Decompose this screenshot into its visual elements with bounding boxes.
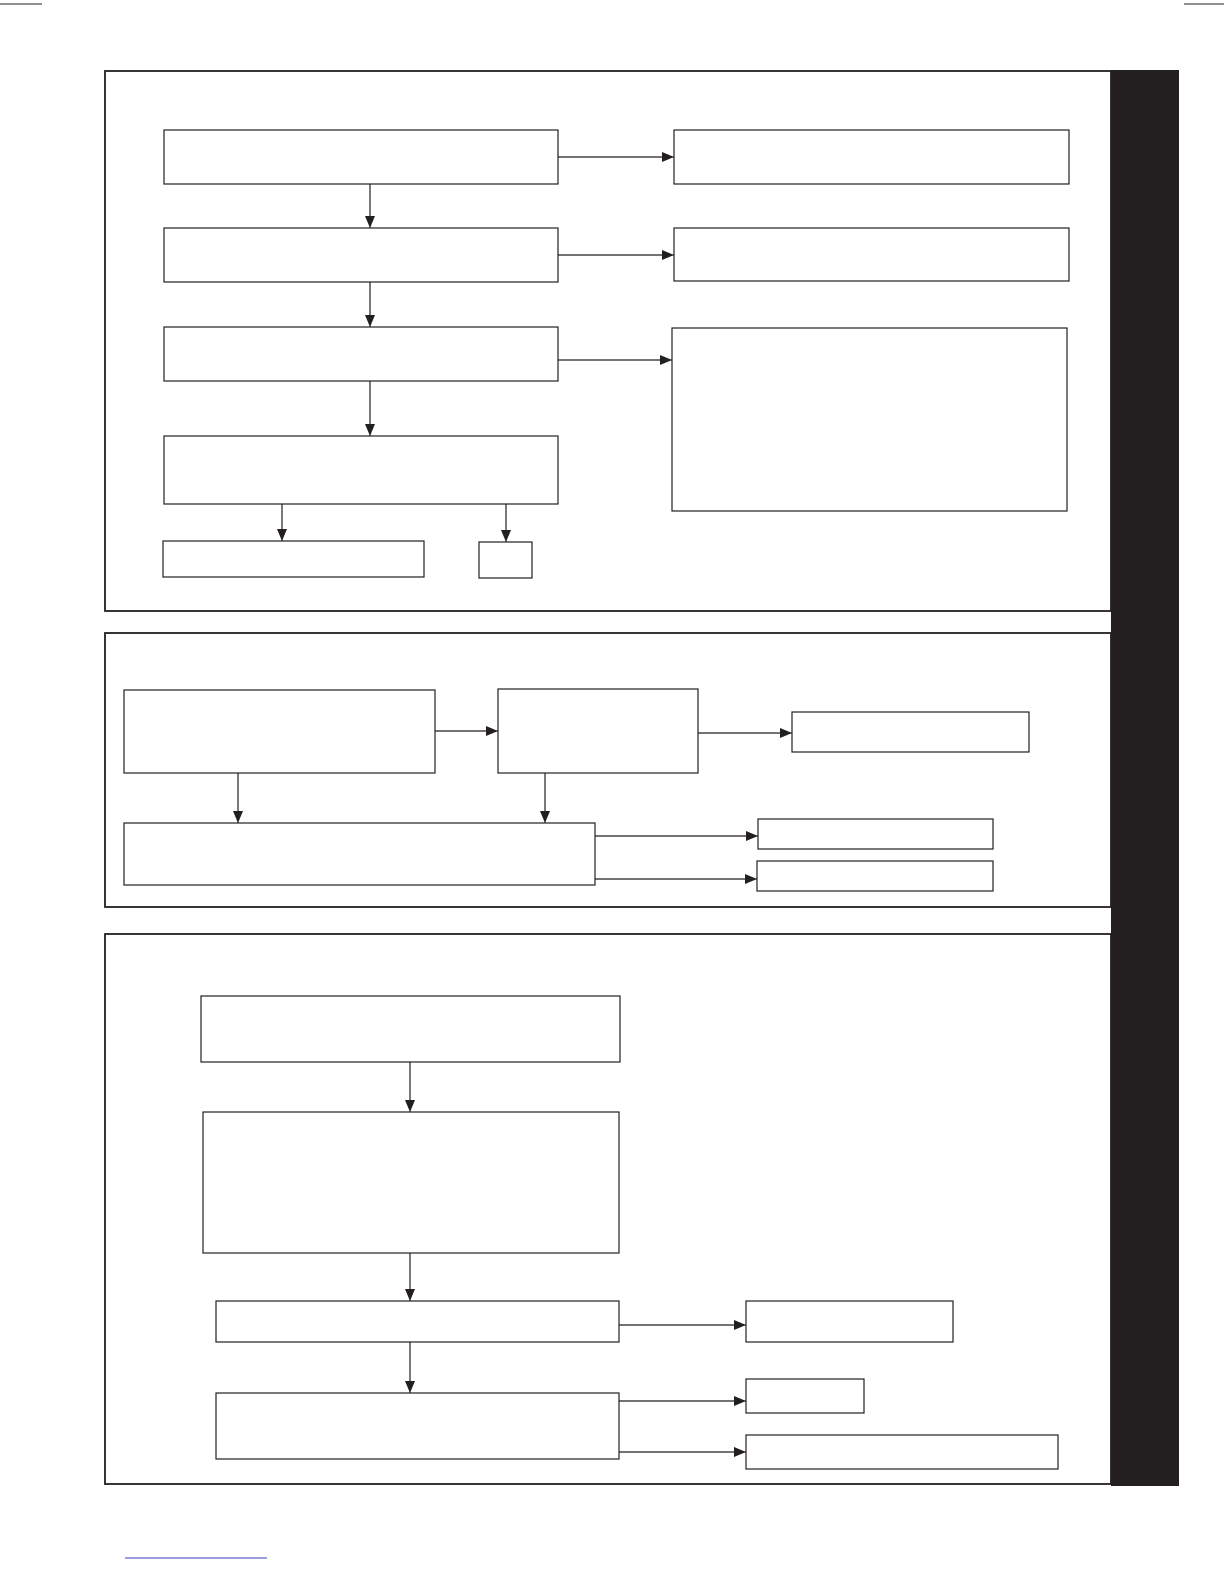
- section-3-box-4: [746, 1301, 953, 1342]
- section-2-box-3: [792, 712, 1029, 752]
- section-3-box-2: [203, 1112, 619, 1253]
- section-3-box-6: [746, 1379, 864, 1413]
- section-3-box-3: [216, 1301, 619, 1342]
- section-2-box-5: [758, 819, 993, 849]
- section-1-box-1: [164, 130, 558, 184]
- section-1-box-9: [479, 542, 532, 578]
- section-3-box-5: [216, 1393, 619, 1459]
- section-1-box-8: [163, 541, 424, 577]
- section-3-box-7: [746, 1435, 1058, 1469]
- section-1-box-6: [672, 328, 1067, 511]
- section-2-box-1: [124, 690, 435, 773]
- section-2: [105, 633, 1111, 907]
- section-3: [105, 934, 1111, 1484]
- section-1-box-4: [674, 228, 1069, 281]
- section-2-box-2: [498, 689, 698, 773]
- section-1-box-7: [164, 436, 558, 504]
- section-1-box-3: [164, 228, 558, 282]
- section-3-box-1: [201, 996, 620, 1062]
- section-1: [105, 71, 1111, 611]
- section-1-box-2: [674, 130, 1069, 184]
- section-2-box-4: [124, 823, 595, 885]
- section-1-box-5: [164, 327, 558, 381]
- side-tab: [1111, 70, 1179, 1486]
- section-2-box-6: [757, 861, 993, 891]
